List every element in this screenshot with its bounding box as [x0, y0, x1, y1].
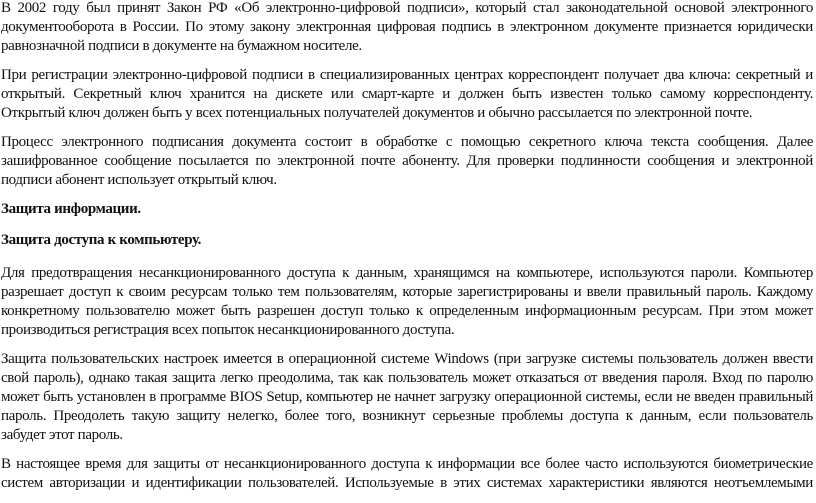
text-line: пароль. Преодолеть такую защиту нелегко, более того, возникнут серьезные проблемы доступа к данным, если пользователь	[1, 408, 813, 424]
paragraph	[1, 0, 813, 56]
text-line: конкретному пользователю может быть разрешен доступ только к определенным информационным ресурсам. При этом может	[1, 303, 813, 319]
paragraph	[1, 264, 813, 340]
text-line: может быть установлен в программе BIOS Setup, компьютер не начнет загрузку операционной системы, если не введен правильный	[1, 389, 813, 405]
paragraph	[1, 350, 813, 445]
heading-information-protection: Защита информации.	[1, 201, 141, 217]
paragraph	[1, 455, 813, 493]
text-line: Открытый ключ должен быть у всех потенциальных получателей документов и обычно рассылается по электронной почте.	[1, 105, 753, 121]
text-line: При регистрации электронно-цифровой подписи в специализированных центрах корреспондент получает два ключа: секретный и	[1, 67, 813, 83]
text-line: Для предотвращения несанкционированного доступа к данным, хранящимся на компьютере, используются пароли. Компьютер	[1, 265, 813, 281]
text-line: разрешает доступ к своим ресурсам только тем пользователям, которые зарегистрированы и ввели правильный пароль. Каждому	[1, 284, 813, 300]
document	[1, 0, 813, 503]
text-line: свой пароль), однако такая защита легко преодолима, так как пользователь может отказаться от введения пароля. Вход по паролю	[1, 370, 813, 386]
paragraph	[1, 66, 813, 123]
text-line: зашифрованное сообщение посылается по электронной почте абоненту. Для проверки подлинности сообщения и электронной	[1, 153, 813, 169]
text-line: систем авторизации и идентификации пользователей. Используемые в этих системах характеристики являются неотъемлемыми	[1, 475, 813, 491]
text-line: забудет этот пароль.	[1, 427, 123, 443]
text-line: Защита пользовательских настроек имеется в операционной системе Windows (при загрузке системы пользователь должен ввести	[1, 351, 813, 367]
text-line: Процесс электронного подписания документа состоит в обработке с помощью секретного ключа текста сообщения. Далее	[1, 134, 813, 150]
text-line: производиться регистрация всех попыток несанкционированного доступа.	[1, 322, 455, 338]
text-line: В настоящее время для защиты от несанкционированного доступа к информации все более часто используются биометрические	[1, 456, 813, 472]
text-line: подписи абонент использует открытый ключ.	[1, 172, 277, 188]
bottom-paragraphs	[1, 264, 813, 493]
text-line: равнозначной подписи в документе на бумажном носителе.	[1, 38, 362, 54]
heading-computer-access-protection: Защита доступа к компьютеру.	[1, 232, 202, 248]
paragraph	[1, 133, 813, 190]
text-line: В 2002 году был принят Закон РФ «Об электронно-цифровой подписи», который стал законодательной основой электронного	[1, 0, 813, 16]
top-paragraphs	[1, 0, 813, 190]
text-line: открытый. Секретный ключ хранится на дискете или смарт-карте и должен быть известен только самому корреспонденту.	[1, 86, 813, 102]
text-line: документооборота в России. По этому закону электронная цифровая подпись в электронном документе признается юридически	[1, 19, 813, 35]
